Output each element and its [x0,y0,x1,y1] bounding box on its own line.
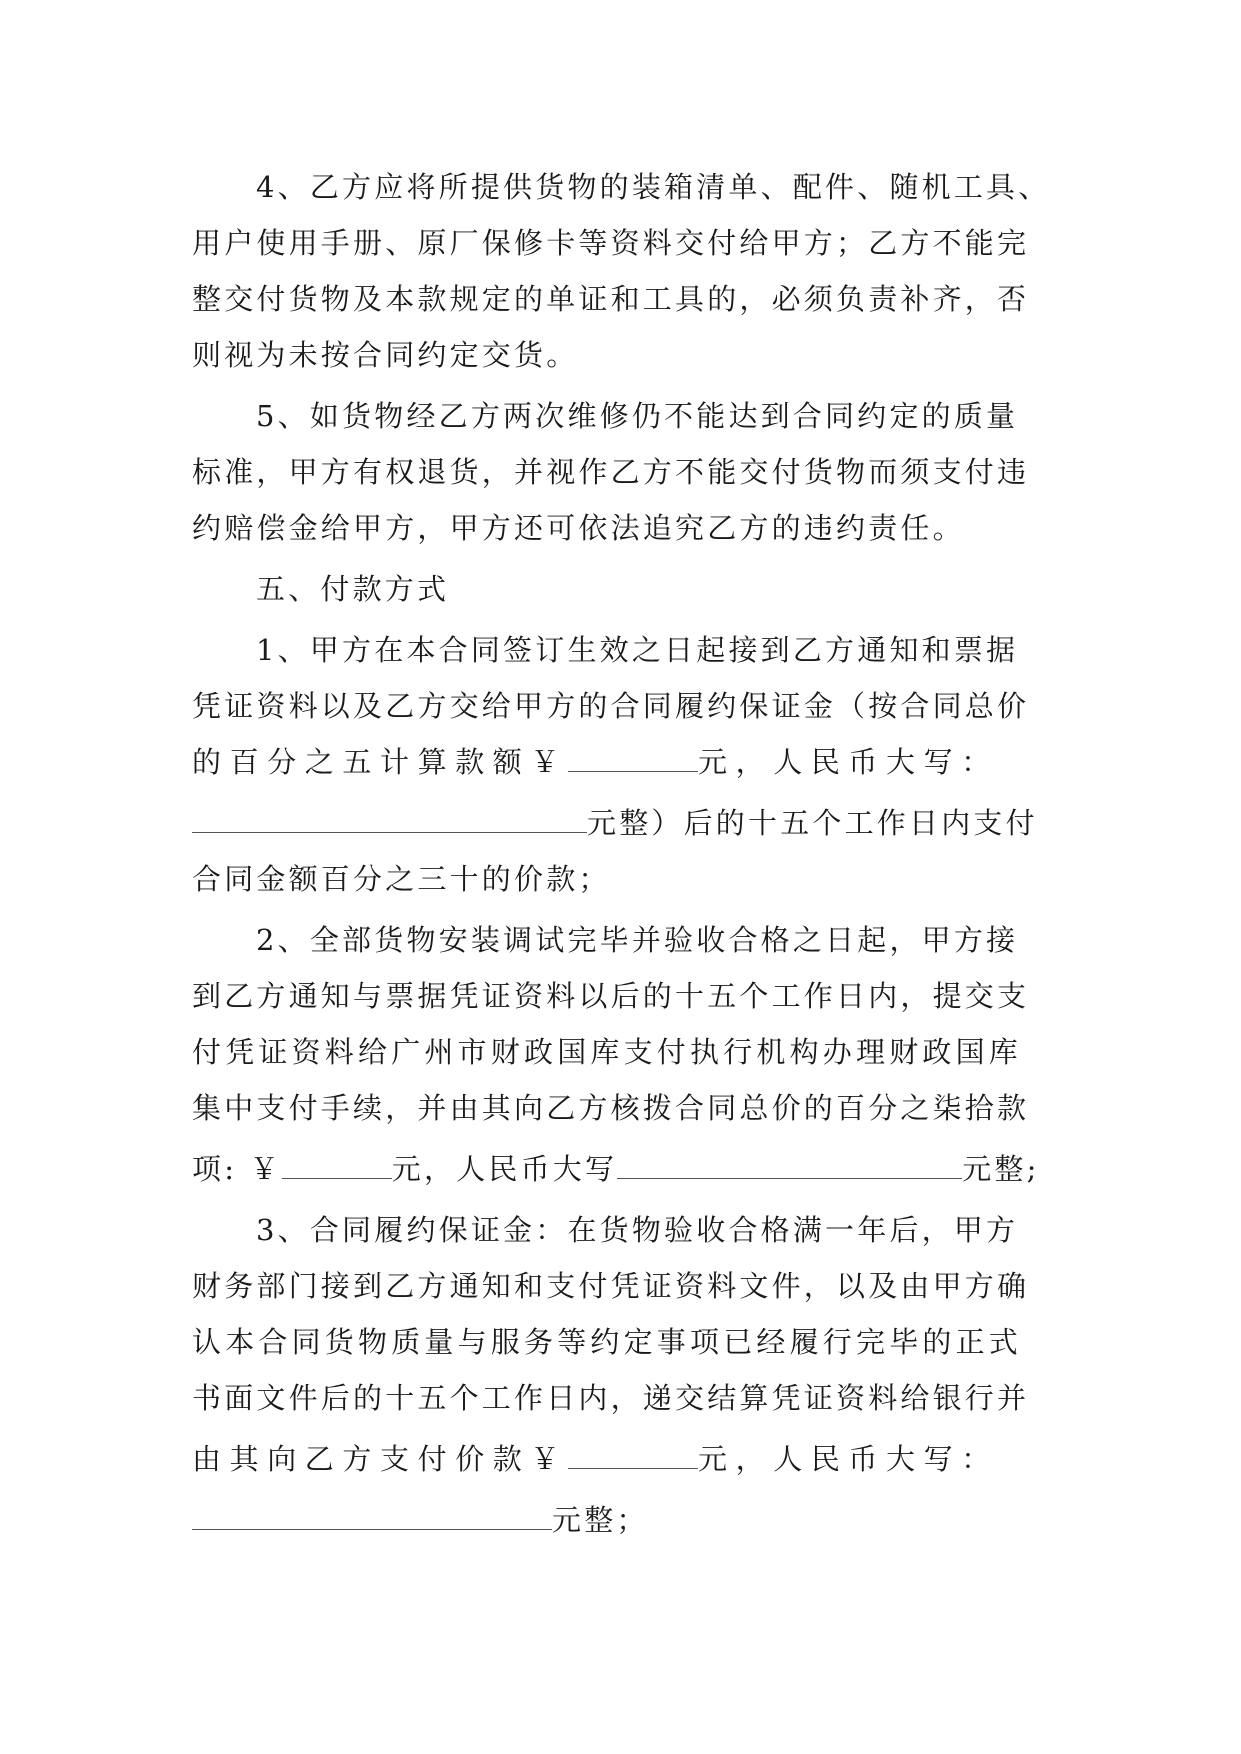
payment-2-text-a: 项: ￥ [192,1152,282,1186]
clause-5-line-1: 5、如货物经乙方两次维修仍不能达到合同约定的质量 [256,399,1019,433]
payment-2-line-2: 到乙方通知与票据凭证资料以后的十五个工作日内，提交支 [192,979,1030,1013]
payment-3-line-5 [192,1429,1072,1489]
amount-words-blank-2[interactable] [617,1156,962,1179]
payment-2-line-1: 2、全部货物安装调试完毕并验收合格之日起，甲方接 [256,923,1019,957]
payment-3-line-4: 书面文件后的十五个工作日内，递交结算凭证资料给银行并 [192,1381,1030,1415]
payment-3-line-1: 3、合同履约保证金：在货物验收合格满一年后，甲方 [256,1213,1019,1247]
payment-3-line-2: 财务部门接到乙方通知和支付凭证资料文件，以及由甲方确 [192,1269,1030,1303]
clause-4-line-2: 用户使用手册、原厂保修卡等资料交付给甲方；乙方不能完 [192,226,1030,260]
amount-words-blank-3[interactable] [192,1507,552,1530]
clause-5-line-3: 约赔偿金给甲方，甲方还可依法追究乙方的违约责任。 [192,511,965,545]
clause-4-line-4: 则视为未按合同约定交货。 [192,338,579,372]
payment-2-line-4: 集中支付手续，并由其向乙方核拨合同总价的百分之柒拾款 [192,1091,1030,1125]
amount-blank-1[interactable] [568,749,698,772]
payment-2-line-3: 付凭证资料给广州市财政国库支付执行机构办理财政国库 [192,1035,1023,1069]
payment-2-text-b: 元，人民币大写 [391,1152,618,1186]
payment-1-text-c: 元整）后的十五个工作日内支付 [587,806,1038,840]
payment-3-text-c: 元整； [552,1503,649,1537]
section-heading-payment: 五、付款方式 [256,572,450,606]
payment-2-line-5 [192,1139,1072,1199]
amount-blank-2[interactable] [282,1156,392,1179]
payment-2-text-c: 元整; [962,1152,1040,1186]
payment-3-line-6 [192,1490,1072,1550]
amount-words-blank-1[interactable] [192,810,587,833]
amount-blank-3[interactable] [568,1446,698,1469]
payment-1-line-1: 1、甲方在本合同签订生效之日起接到乙方通知和票据 [256,633,1019,667]
payment-1-line-4 [192,793,1072,853]
payment-3-text-a: 由其向乙方支付价款￥ [192,1442,569,1476]
clause-4-line-1: 4、乙方应将所提供货物的装箱清单、配件、随机工具、 [256,170,1051,204]
clause-5-line-2: 标准，甲方有权退货，并视作乙方不能交付货物而须支付违 [192,455,1030,489]
clause-4-line-3: 整交付货物及本款规定的单证和工具的，必须负责补齐，否 [192,282,1030,316]
payment-1-text-b: 元，人民币大写： [698,745,999,779]
payment-1-line-5: 合同金额百分之三十的价款； [192,862,611,896]
payment-3-line-3: 认本合同货物质量与服务等约定事项已经履行完毕的正式 [192,1325,1023,1359]
payment-1-line-2: 凭证资料以及乙方交给甲方的合同履约保证金（按合同总价 [192,689,1030,723]
payment-3-text-b: 元，人民币大写： [698,1442,999,1476]
payment-1-line-3 [192,732,1072,792]
payment-1-text-a: 的百分之五计算款额￥ [192,745,569,779]
